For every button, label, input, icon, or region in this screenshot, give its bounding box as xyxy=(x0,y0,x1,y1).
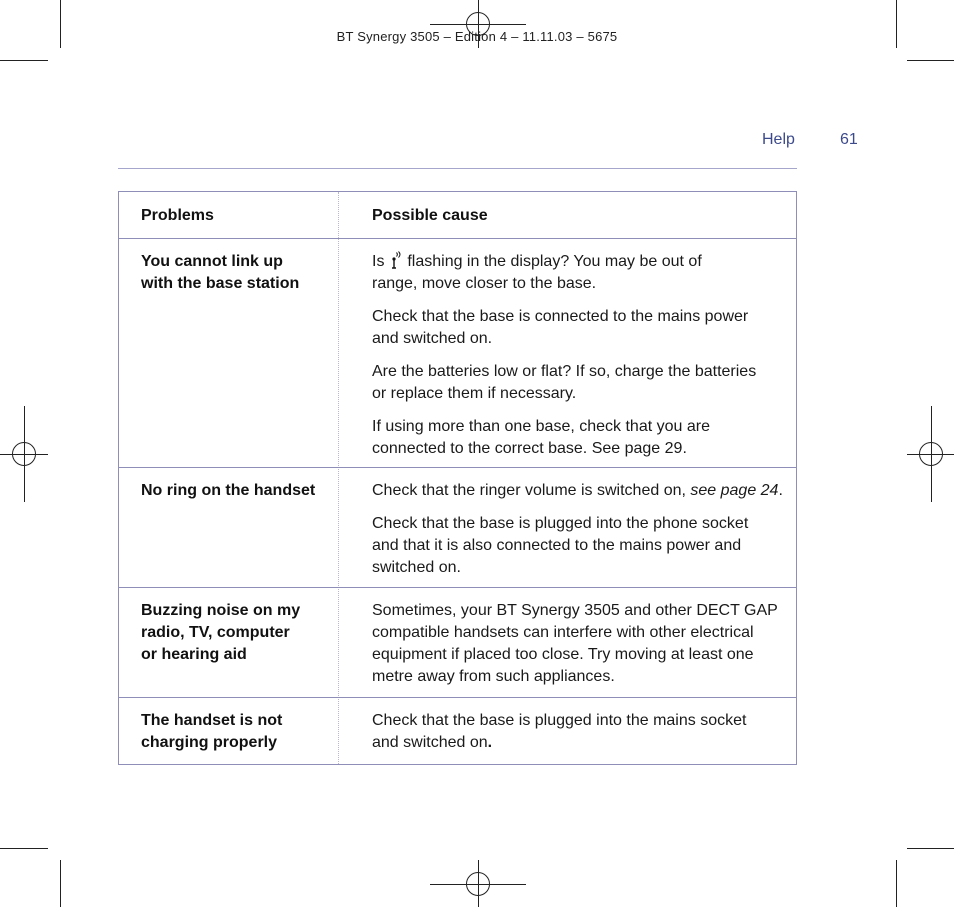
registration-mark-bottom xyxy=(430,860,526,907)
problem-cell: No ring on the handset xyxy=(141,482,316,499)
crop-mark xyxy=(896,860,897,907)
crop-mark xyxy=(60,860,61,907)
column-header-problems: Problems xyxy=(141,207,214,224)
row-divider xyxy=(119,467,796,468)
crop-mark xyxy=(0,60,48,61)
registration-mark-left xyxy=(0,406,48,502)
cause-cell xyxy=(372,710,790,754)
crop-mark xyxy=(907,848,954,849)
crop-mark xyxy=(0,848,48,849)
cause-paragraph: Is flashing in the display? You may be out of range, move closer to the base. xyxy=(372,253,702,292)
cause-cell xyxy=(372,600,790,688)
page-header xyxy=(118,131,858,153)
problem-cell: Buzzing noise on my radio, TV, computer or hearing aid xyxy=(141,602,301,663)
header-rule xyxy=(118,168,797,169)
page-number: 61 xyxy=(840,131,858,148)
row-divider xyxy=(119,238,796,239)
crop-mark xyxy=(907,60,954,61)
cause-paragraph: Are the batteries low or flat? If so, charge the batteries or replace them if necessary. xyxy=(372,363,757,402)
registration-mark-right xyxy=(907,406,954,502)
print-edition-line: BT Synergy 3505 – Edition 4 – 11.11.03 – 5675 xyxy=(336,29,618,44)
cause-paragraph: If using more than one base, check that you are connected to the correct base. See page 29. xyxy=(372,418,710,457)
cause-paragraph: Check that the base is plugged into the mains socket and switched on. xyxy=(372,712,747,751)
column-divider xyxy=(338,192,339,764)
cause-cell xyxy=(372,251,790,460)
antenna-signal-icon xyxy=(389,251,403,269)
column-header-cause: Possible cause xyxy=(372,207,488,224)
problem-cell: The handset is not charging properly xyxy=(141,712,283,751)
row-divider xyxy=(119,697,796,698)
row-divider xyxy=(119,587,796,588)
cause-paragraph: Sometimes, your BT Synergy 3505 and other DECT GAP compatible handsets can interfere with other electrical equipment if placed too close. Try moving at least one metre away from such appliances. xyxy=(372,602,778,685)
cause-cell xyxy=(372,480,790,579)
section-title: Help xyxy=(762,131,795,148)
troubleshooting-table xyxy=(118,191,797,765)
cause-paragraph: Check that the base is connected to the mains power and switched on. xyxy=(372,308,749,347)
cause-paragraph: Check that the base is plugged into the phone socket and that it is also connected to the mains power and switched on. xyxy=(372,515,749,576)
cause-paragraph: Check that the ringer volume is switched on, see page 24. xyxy=(372,482,783,499)
problem-cell: You cannot link up with the base station xyxy=(141,253,300,292)
